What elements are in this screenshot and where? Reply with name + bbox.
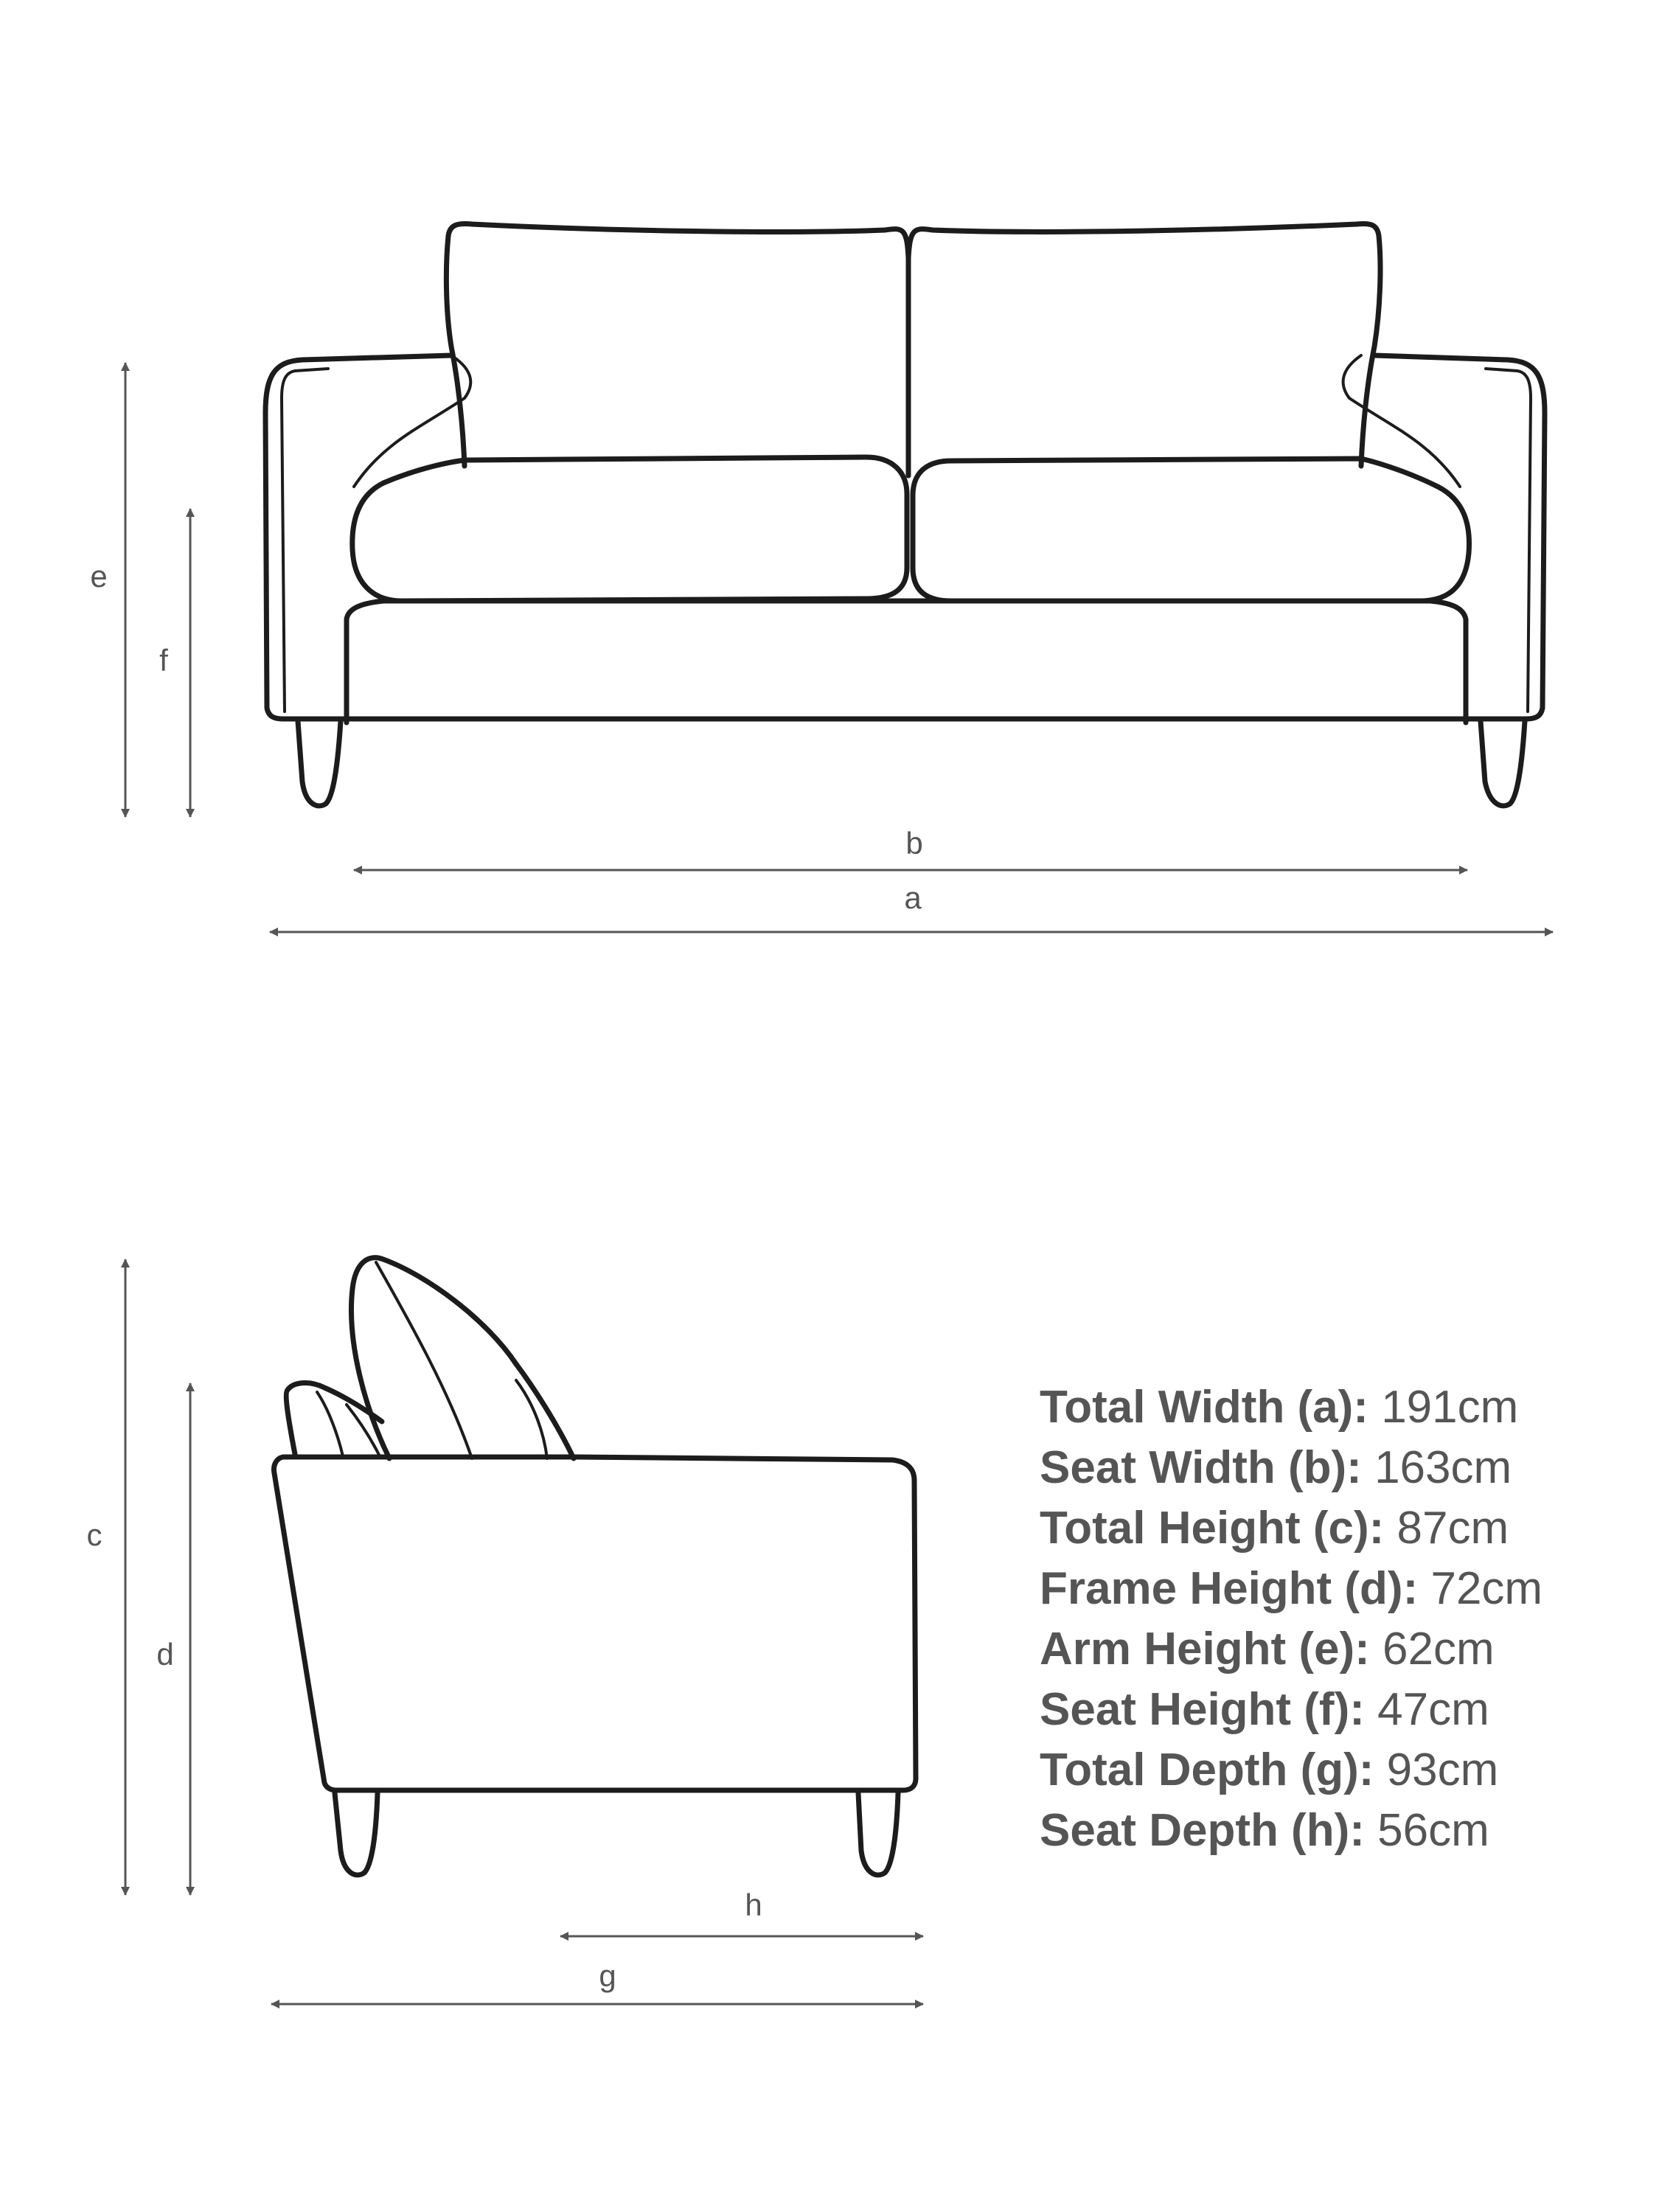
leg-front-left [298, 721, 341, 806]
dim-label-h: h [745, 1888, 762, 1922]
sofa-front-view [265, 223, 1545, 805]
dim-label-e: e [90, 559, 108, 594]
back-cushion-right [908, 223, 1380, 476]
side-rear-cushion-detail [317, 1392, 343, 1456]
spec-total-depth [1040, 1740, 1543, 1801]
dim-label-g: g [599, 1958, 616, 1993]
spec-frame-height [1040, 1559, 1543, 1619]
spec-value: 56cm [1377, 1805, 1489, 1856]
arm-left-inner [282, 369, 328, 712]
sofa-base [347, 601, 1466, 723]
spec-label: Seat Depth (h): [1040, 1805, 1365, 1856]
side-leg-back [335, 1793, 378, 1875]
dimension-spec-list [1040, 1377, 1543, 1861]
dim-label-c: c [86, 1517, 102, 1552]
spec-label: Frame Height (d): [1040, 1563, 1419, 1614]
spec-seat-height [1040, 1680, 1543, 1740]
arm-left [265, 355, 451, 719]
dim-label-b: b [905, 826, 923, 860]
front-dimensions [90, 363, 1553, 932]
spec-label: Arm Height (e): [1040, 1624, 1370, 1674]
spec-arm-height [1040, 1619, 1543, 1680]
spec-seat-depth [1040, 1801, 1543, 1861]
spec-label: Total Height (c): [1040, 1503, 1385, 1554]
leg-front-right [1481, 721, 1525, 806]
side-leg-front [858, 1793, 898, 1875]
dim-label-f: f [159, 643, 168, 678]
spec-value: 93cm [1386, 1745, 1499, 1795]
spec-total-height [1040, 1498, 1543, 1559]
spec-value: 163cm [1374, 1442, 1512, 1493]
spec-value: 62cm [1382, 1624, 1495, 1674]
spec-total-width [1040, 1377, 1543, 1438]
spec-value: 191cm [1381, 1382, 1519, 1433]
dim-label-d: d [156, 1637, 174, 1672]
seat-cushion-left [352, 457, 907, 601]
side-rear-cushion [286, 1383, 382, 1454]
side-back-cushion-front [516, 1380, 547, 1458]
dim-label-a: a [904, 880, 922, 915]
spec-label: Total Depth (g): [1040, 1745, 1374, 1795]
side-body [274, 1457, 917, 1790]
side-back-cushion-seam [376, 1262, 472, 1458]
spec-value: 47cm [1377, 1684, 1489, 1735]
arm-right-inner [1486, 369, 1531, 712]
spec-value: 87cm [1397, 1503, 1509, 1554]
spec-label: Total Width (a): [1040, 1382, 1368, 1433]
spec-value: 72cm [1430, 1563, 1543, 1614]
arm-right [1374, 355, 1545, 719]
sofa-side-view [274, 1258, 917, 1875]
arm-left-front [354, 355, 470, 487]
spec-label: Seat Height (f): [1040, 1684, 1365, 1735]
seat-cushion-right [913, 459, 1470, 601]
side-dimensions [87, 1259, 924, 2004]
back-cushion-left [446, 223, 908, 476]
spec-label: Seat Width (b): [1040, 1442, 1362, 1493]
spec-seat-width [1040, 1438, 1543, 1498]
